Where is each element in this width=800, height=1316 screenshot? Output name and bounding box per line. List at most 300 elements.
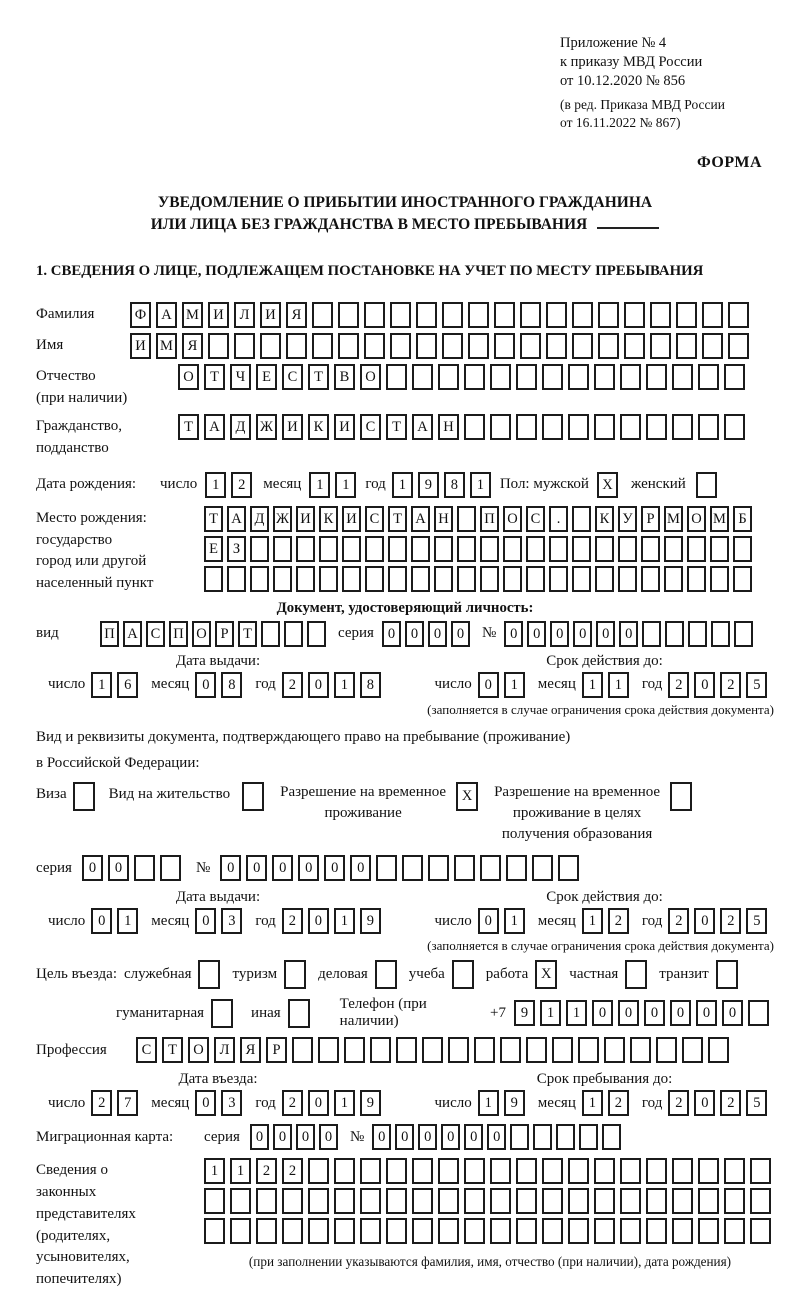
char-box[interactable] (388, 566, 407, 592)
char-box[interactable] (468, 302, 489, 328)
char-box[interactable]: 0 (308, 1090, 329, 1116)
char-box[interactable] (646, 1218, 667, 1244)
char-box[interactable] (620, 414, 641, 440)
char-box[interactable]: К (595, 506, 614, 532)
char-box[interactable] (282, 1188, 303, 1214)
permit-issued-day[interactable] (91, 908, 143, 934)
char-box[interactable] (533, 1124, 552, 1150)
purpose-checkbox-transit[interactable] (716, 960, 738, 989)
char-box[interactable]: Н (434, 506, 453, 532)
char-box[interactable]: О (188, 1037, 209, 1063)
char-box[interactable] (211, 999, 233, 1028)
char-box[interactable] (510, 1124, 529, 1150)
char-box[interactable] (542, 414, 563, 440)
phone-cells[interactable] (514, 1000, 774, 1026)
passport-valid-month[interactable] (582, 672, 634, 698)
char-box[interactable] (500, 1037, 521, 1063)
char-box[interactable] (457, 506, 476, 532)
char-box[interactable]: 0 (395, 1124, 414, 1150)
birth-month-cells[interactable] (309, 472, 361, 498)
char-box[interactable]: А (227, 506, 246, 532)
char-box[interactable]: Л (214, 1037, 235, 1063)
char-box[interactable]: М (182, 302, 203, 328)
char-box[interactable] (468, 333, 489, 359)
char-box[interactable] (698, 414, 719, 440)
char-box[interactable]: 1 (504, 672, 525, 698)
char-box[interactable] (702, 302, 723, 328)
char-box[interactable] (204, 1218, 225, 1244)
char-box[interactable] (594, 1218, 615, 1244)
surname-cells[interactable] (130, 302, 754, 328)
temp-permit-checkbox[interactable] (456, 782, 478, 811)
char-box[interactable] (546, 302, 567, 328)
char-box[interactable]: М (710, 506, 729, 532)
char-box[interactable]: 2 (720, 908, 741, 934)
char-box[interactable] (73, 782, 95, 811)
char-box[interactable] (480, 855, 501, 881)
char-box[interactable] (630, 1037, 651, 1063)
char-box[interactable] (457, 566, 476, 592)
char-box[interactable]: А (156, 302, 177, 328)
passport-valid-day[interactable] (478, 672, 530, 698)
char-box[interactable] (572, 536, 591, 562)
char-box[interactable]: Ч (230, 364, 251, 390)
char-box[interactable] (598, 302, 619, 328)
char-box[interactable]: 0 (372, 1124, 391, 1150)
char-box[interactable] (526, 1037, 547, 1063)
purpose-checkbox-other[interactable] (288, 999, 310, 1028)
char-box[interactable]: 1 (205, 472, 226, 498)
char-box[interactable] (480, 566, 499, 592)
char-box[interactable]: Р (266, 1037, 287, 1063)
char-box[interactable]: 2 (231, 472, 252, 498)
char-box[interactable]: М (156, 333, 177, 359)
char-box[interactable]: 1 (91, 672, 112, 698)
char-box[interactable]: 0 (324, 855, 345, 881)
char-box[interactable] (641, 566, 660, 592)
char-box[interactable] (416, 302, 437, 328)
char-box[interactable]: 0 (296, 1124, 315, 1150)
char-box[interactable]: 0 (428, 621, 447, 647)
char-box[interactable]: Л (234, 302, 255, 328)
char-box[interactable]: 7 (117, 1090, 138, 1116)
char-box[interactable]: 1 (335, 472, 356, 498)
char-box[interactable] (579, 1124, 598, 1150)
char-box[interactable] (319, 536, 338, 562)
char-box[interactable]: К (319, 506, 338, 532)
char-box[interactable] (261, 621, 280, 647)
char-box[interactable]: 8 (444, 472, 465, 498)
char-box[interactable] (411, 536, 430, 562)
char-box[interactable]: 0 (246, 855, 267, 881)
char-box[interactable] (728, 333, 749, 359)
char-box[interactable]: Т (238, 621, 257, 647)
char-box[interactable] (734, 621, 753, 647)
char-box[interactable]: Т (204, 506, 223, 532)
char-box[interactable] (620, 364, 641, 390)
char-box[interactable] (307, 621, 326, 647)
char-box[interactable]: 1 (582, 1090, 603, 1116)
char-box[interactable] (750, 1188, 771, 1214)
char-box[interactable] (664, 536, 683, 562)
char-box[interactable]: 0 (308, 672, 329, 698)
char-box[interactable] (360, 1188, 381, 1214)
char-box[interactable] (344, 1037, 365, 1063)
char-box[interactable]: Ж (273, 506, 292, 532)
char-box[interactable] (312, 302, 333, 328)
char-box[interactable] (448, 1037, 469, 1063)
char-box[interactable] (556, 1124, 575, 1150)
permit-valid-month[interactable] (582, 908, 634, 934)
char-box[interactable]: 0 (91, 908, 112, 934)
permit-valid-year[interactable] (668, 908, 772, 934)
char-box[interactable]: 1 (204, 1158, 225, 1184)
char-box[interactable]: 9 (418, 472, 439, 498)
char-box[interactable] (672, 1188, 693, 1214)
migration-series-cells[interactable] (250, 1124, 342, 1150)
char-box[interactable] (464, 364, 485, 390)
char-box[interactable]: 8 (221, 672, 242, 698)
char-box[interactable]: 0 (694, 908, 715, 934)
char-box[interactable]: 0 (382, 621, 401, 647)
char-box[interactable] (624, 333, 645, 359)
char-box[interactable]: Д (250, 506, 269, 532)
char-box[interactable]: О (192, 621, 211, 647)
char-box[interactable] (286, 333, 307, 359)
char-box[interactable] (386, 1158, 407, 1184)
char-box[interactable]: 0 (250, 1124, 269, 1150)
residence-permit-checkbox[interactable] (242, 782, 264, 811)
patronymic-cells[interactable] (178, 364, 750, 390)
char-box[interactable]: 2 (668, 908, 689, 934)
char-box[interactable]: С (282, 364, 303, 390)
char-box[interactable]: С (360, 414, 381, 440)
char-box[interactable] (464, 1218, 485, 1244)
purpose-checkbox-business[interactable] (375, 960, 397, 989)
char-box[interactable] (710, 536, 729, 562)
char-box[interactable] (438, 364, 459, 390)
char-box[interactable] (710, 566, 729, 592)
char-box[interactable]: Т (178, 414, 199, 440)
char-box[interactable] (312, 333, 333, 359)
char-box[interactable] (716, 960, 738, 989)
char-box[interactable]: Я (182, 333, 203, 359)
char-box[interactable]: 0 (350, 855, 371, 881)
char-box[interactable] (256, 1188, 277, 1214)
char-box[interactable] (318, 1037, 339, 1063)
char-box[interactable] (624, 302, 645, 328)
char-box[interactable] (242, 782, 264, 811)
char-box[interactable] (594, 414, 615, 440)
char-box[interactable]: 0 (308, 908, 329, 934)
char-box[interactable]: 9 (504, 1090, 525, 1116)
char-box[interactable] (227, 566, 246, 592)
char-box[interactable] (568, 1158, 589, 1184)
char-box[interactable] (568, 1218, 589, 1244)
char-box[interactable] (464, 1188, 485, 1214)
char-box[interactable]: У (618, 506, 637, 532)
char-box[interactable]: Н (438, 414, 459, 440)
char-box[interactable] (594, 1158, 615, 1184)
char-box[interactable]: 1 (334, 908, 355, 934)
char-box[interactable] (396, 1037, 417, 1063)
char-box[interactable]: 0 (220, 855, 241, 881)
char-box[interactable]: Р (641, 506, 660, 532)
char-box[interactable] (338, 333, 359, 359)
representatives-cells-row1[interactable] (204, 1158, 776, 1184)
char-box[interactable] (698, 1158, 719, 1184)
entry-year[interactable] (282, 1090, 386, 1116)
char-box[interactable] (698, 1188, 719, 1214)
birth-place-cells-row3[interactable] (204, 566, 756, 592)
char-box[interactable] (664, 566, 683, 592)
char-box[interactable] (526, 566, 545, 592)
char-box[interactable] (682, 1037, 703, 1063)
char-box[interactable] (412, 1218, 433, 1244)
representatives-cells-row2[interactable] (204, 1188, 776, 1214)
char-box[interactable] (711, 621, 730, 647)
char-box[interactable] (442, 333, 463, 359)
char-box[interactable] (650, 333, 671, 359)
char-box[interactable] (438, 1188, 459, 1214)
char-box[interactable]: 2 (91, 1090, 112, 1116)
char-box[interactable] (516, 1158, 537, 1184)
char-box[interactable] (402, 855, 423, 881)
char-box[interactable] (665, 621, 684, 647)
char-box[interactable]: Т (388, 506, 407, 532)
char-box[interactable]: А (411, 506, 430, 532)
char-box[interactable] (365, 566, 384, 592)
char-box[interactable] (698, 1218, 719, 1244)
char-box[interactable]: 2 (282, 672, 303, 698)
char-box[interactable] (386, 1188, 407, 1214)
char-box[interactable] (452, 960, 474, 989)
passport-issued-day[interactable] (91, 672, 143, 698)
char-box[interactable] (319, 566, 338, 592)
char-box[interactable] (160, 855, 181, 881)
char-box[interactable] (230, 1188, 251, 1214)
char-box[interactable] (434, 566, 453, 592)
char-box[interactable] (676, 302, 697, 328)
char-box[interactable] (526, 536, 545, 562)
stay-month[interactable] (582, 1090, 634, 1116)
char-box[interactable]: 0 (619, 621, 638, 647)
char-box[interactable]: 0 (82, 855, 103, 881)
char-box[interactable]: Р (215, 621, 234, 647)
char-box[interactable] (620, 1218, 641, 1244)
char-box[interactable] (296, 536, 315, 562)
char-box[interactable] (506, 855, 527, 881)
char-box[interactable] (474, 1037, 495, 1063)
purpose-checkbox-tourism[interactable] (284, 960, 306, 989)
char-box[interactable] (490, 414, 511, 440)
char-box[interactable] (516, 1218, 537, 1244)
char-box[interactable]: 5 (746, 672, 767, 698)
char-box[interactable]: 0 (418, 1124, 437, 1150)
representatives-cells-row3[interactable] (204, 1218, 776, 1244)
char-box[interactable] (308, 1218, 329, 1244)
char-box[interactable]: З (227, 536, 246, 562)
char-box[interactable]: 6 (117, 672, 138, 698)
char-box[interactable]: О (503, 506, 522, 532)
profession-cells[interactable] (136, 1037, 734, 1063)
char-box[interactable]: И (130, 333, 151, 359)
char-box[interactable] (724, 1158, 745, 1184)
char-box[interactable] (546, 333, 567, 359)
char-box[interactable]: 1 (504, 908, 525, 934)
citizenship-cells[interactable] (178, 414, 750, 440)
char-box[interactable] (595, 566, 614, 592)
char-box[interactable] (549, 536, 568, 562)
char-box[interactable] (360, 1158, 381, 1184)
char-box[interactable]: 1 (470, 472, 491, 498)
char-box[interactable]: И (296, 506, 315, 532)
char-box[interactable] (364, 302, 385, 328)
char-box[interactable] (542, 1188, 563, 1214)
char-box[interactable]: 0 (573, 621, 592, 647)
char-box[interactable] (250, 566, 269, 592)
char-box[interactable] (411, 566, 430, 592)
char-box[interactable] (288, 999, 310, 1028)
char-box[interactable] (568, 1188, 589, 1214)
char-box[interactable]: 0 (478, 908, 499, 934)
char-box[interactable]: 1 (582, 908, 603, 934)
char-box[interactable]: 0 (451, 621, 470, 647)
char-box[interactable] (687, 536, 706, 562)
char-box[interactable] (292, 1037, 313, 1063)
char-box[interactable]: 1 (392, 472, 413, 498)
birth-place-cells-row1[interactable] (204, 506, 756, 532)
char-box[interactable] (618, 566, 637, 592)
char-box[interactable] (234, 333, 255, 359)
sex-female-checkbox[interactable] (696, 472, 722, 498)
char-box[interactable]: 0 (596, 621, 615, 647)
char-box[interactable] (438, 1218, 459, 1244)
char-box[interactable] (724, 414, 745, 440)
char-box[interactable] (750, 1218, 771, 1244)
char-box[interactable] (494, 302, 515, 328)
char-box[interactable] (260, 333, 281, 359)
char-box[interactable] (572, 506, 591, 532)
char-box[interactable]: 5 (746, 1090, 767, 1116)
char-box[interactable]: 0 (108, 855, 129, 881)
char-box[interactable] (386, 1218, 407, 1244)
char-box[interactable] (442, 302, 463, 328)
char-box[interactable]: 1 (309, 472, 330, 498)
char-box[interactable] (594, 364, 615, 390)
birth-day-cells[interactable] (205, 472, 257, 498)
char-box[interactable]: К (308, 414, 329, 440)
char-box[interactable]: 2 (668, 672, 689, 698)
char-box[interactable]: 8 (360, 672, 381, 698)
char-box[interactable]: И (342, 506, 361, 532)
char-box[interactable] (733, 536, 752, 562)
char-box[interactable]: 0 (273, 1124, 292, 1150)
char-box[interactable] (568, 414, 589, 440)
sex-male-checkbox[interactable] (597, 472, 623, 498)
char-box[interactable] (672, 1218, 693, 1244)
birth-place-cells-row2[interactable] (204, 536, 756, 562)
doc-series-cells[interactable] (382, 621, 474, 647)
char-box[interactable] (198, 960, 220, 989)
char-box[interactable]: 0 (722, 1000, 743, 1026)
permit-issued-year[interactable] (282, 908, 386, 934)
doc-number-cells[interactable] (504, 621, 757, 647)
permit-valid-day[interactable] (478, 908, 530, 934)
char-box[interactable]: X (535, 960, 557, 989)
char-box[interactable] (646, 364, 667, 390)
char-box[interactable] (520, 333, 541, 359)
char-box[interactable] (516, 364, 537, 390)
char-box[interactable]: 0 (272, 855, 293, 881)
char-box[interactable] (342, 566, 361, 592)
char-box[interactable]: 0 (527, 621, 546, 647)
char-box[interactable]: 2 (282, 1158, 303, 1184)
char-box[interactable]: 5 (746, 908, 767, 934)
doc-kind-cells[interactable] (100, 621, 330, 647)
char-box[interactable] (520, 302, 541, 328)
char-box[interactable] (365, 536, 384, 562)
char-box[interactable]: 0 (405, 621, 424, 647)
char-box[interactable] (412, 1158, 433, 1184)
char-box[interactable] (284, 960, 306, 989)
char-box[interactable] (464, 414, 485, 440)
char-box[interactable] (696, 472, 717, 498)
char-box[interactable] (480, 536, 499, 562)
char-box[interactable]: 1 (334, 1090, 355, 1116)
char-box[interactable] (702, 333, 723, 359)
char-box[interactable]: Д (230, 414, 251, 440)
char-box[interactable] (412, 364, 433, 390)
char-box[interactable]: 1 (334, 672, 355, 698)
char-box[interactable]: И (208, 302, 229, 328)
char-box[interactable]: 0 (696, 1000, 717, 1026)
char-box[interactable]: П (169, 621, 188, 647)
char-box[interactable] (273, 536, 292, 562)
char-box[interactable] (390, 302, 411, 328)
purpose-checkbox-work[interactable] (535, 960, 557, 989)
char-box[interactable] (490, 364, 511, 390)
char-box[interactable]: . (549, 506, 568, 532)
char-box[interactable] (388, 536, 407, 562)
char-box[interactable] (708, 1037, 729, 1063)
char-box[interactable]: 9 (360, 908, 381, 934)
firstname-cells[interactable] (130, 333, 754, 359)
purpose-checkbox-private[interactable] (625, 960, 647, 989)
char-box[interactable]: И (282, 414, 303, 440)
char-box[interactable] (748, 1000, 769, 1026)
char-box[interactable]: П (480, 506, 499, 532)
char-box[interactable] (503, 536, 522, 562)
char-box[interactable]: П (100, 621, 119, 647)
char-box[interactable]: 3 (221, 1090, 242, 1116)
char-box[interactable] (416, 333, 437, 359)
char-box[interactable] (376, 855, 397, 881)
char-box[interactable] (594, 1188, 615, 1214)
char-box[interactable] (375, 960, 397, 989)
char-box[interactable] (334, 1158, 355, 1184)
passport-valid-year[interactable] (668, 672, 772, 698)
char-box[interactable]: 0 (478, 672, 499, 698)
char-box[interactable] (641, 536, 660, 562)
purpose-checkbox-humanitarian[interactable] (211, 999, 233, 1028)
char-box[interactable]: Т (386, 414, 407, 440)
char-box[interactable]: М (664, 506, 683, 532)
char-box[interactable]: И (334, 414, 355, 440)
char-box[interactable] (230, 1218, 251, 1244)
char-box[interactable] (542, 1158, 563, 1184)
char-box[interactable] (412, 1188, 433, 1214)
